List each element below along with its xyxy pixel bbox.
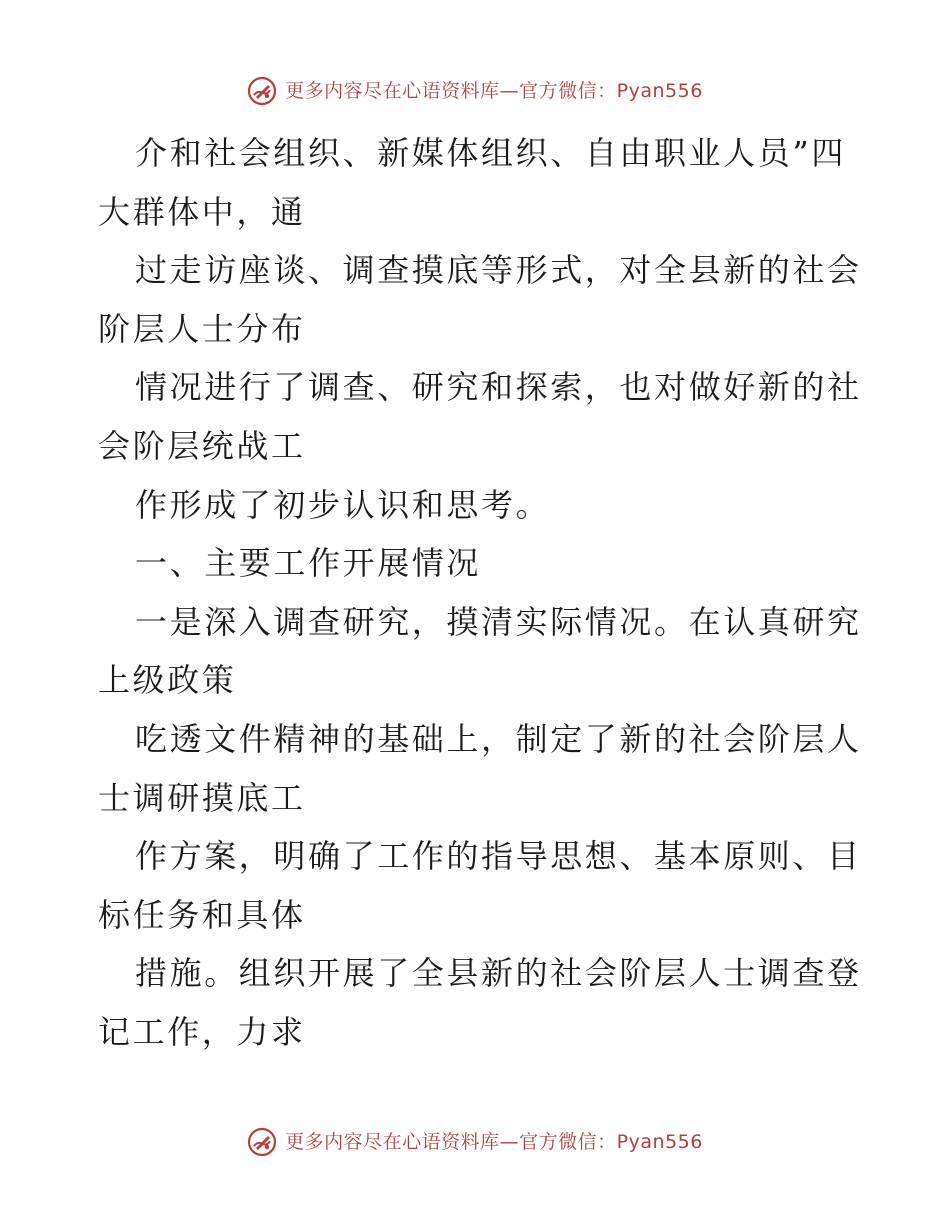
paragraph (98, 593, 862, 710)
text-line: 过走访座谈、调查摸底等形式，对全县新的社会 (135, 251, 862, 290)
document-body (98, 124, 862, 1062)
watermark-text: 更多内容尽在心语资料库—官方微信：Pyan556 (285, 80, 703, 102)
text-line: 吃透文件精神的基础上，制定了新的社会阶层人 (135, 719, 862, 758)
section-heading (98, 534, 858, 593)
paragraph (98, 241, 862, 358)
header-watermark (0, 76, 950, 106)
text-line: 记工作，力求 (98, 1012, 306, 1051)
text-line: 会阶层统战工 (98, 426, 306, 465)
text-line: 大群体中，通 (98, 192, 306, 231)
text-line: 标任务和具体 (98, 895, 306, 934)
paragraph (98, 124, 858, 241)
paragraph (98, 476, 858, 535)
book-pen-logo-icon (247, 76, 277, 106)
watermark-text: 更多内容尽在心语资料库—官方微信：Pyan556 (285, 1131, 703, 1153)
text-line: 介和社会组织、新媒体组织、自由职业人员”四 (135, 134, 846, 172)
text-line: 上级政策 (98, 661, 237, 700)
text-line: 阶层人士分布 (98, 309, 306, 348)
paragraph (98, 827, 862, 944)
footer-watermark (0, 1127, 950, 1157)
text-line: 一是深入调查研究，摸清实际情况。在认真研究 (135, 602, 862, 641)
paragraph (98, 710, 862, 827)
text-line: 情况进行了调查、研究和探索，也对做好新的社 (135, 368, 862, 407)
text-line: 措施。组织开展了全县新的社会阶层人士调查登 (135, 954, 862, 993)
book-pen-logo-icon (247, 1127, 277, 1157)
text-line: 作形成了初步认识和思考。 (135, 485, 551, 524)
text-line: 士调研摸底工 (98, 778, 306, 817)
paragraph (98, 358, 862, 475)
text-line: 一、主要工作开展情况 (135, 544, 482, 583)
text-line: 作方案，明确了工作的指导思想、基本原则、目 (135, 837, 862, 876)
paragraph (98, 944, 862, 1061)
